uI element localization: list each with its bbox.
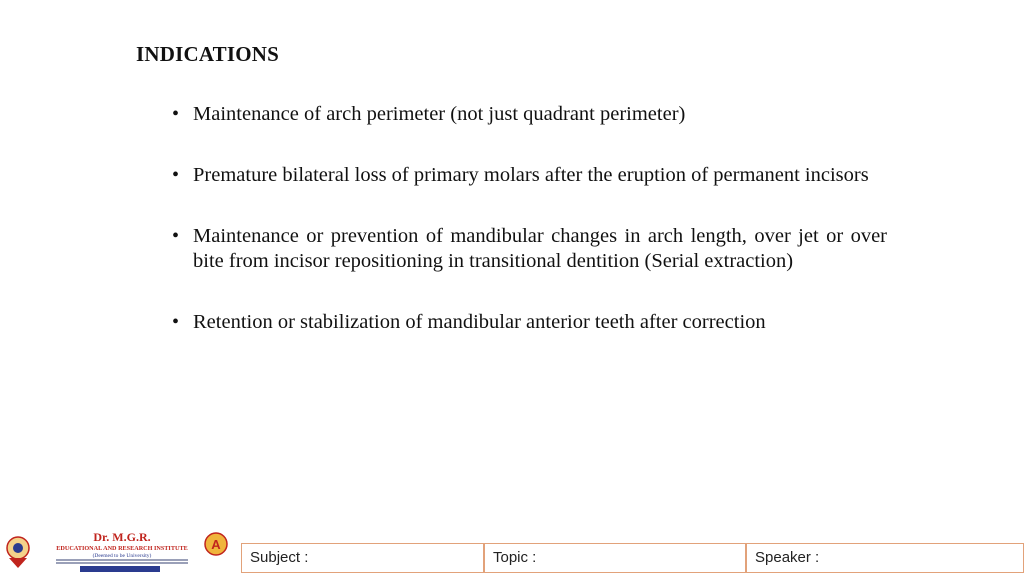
bullet-item: • Retention or stabilization of mandibular anterior teeth after correction xyxy=(172,310,887,335)
emblem-icon xyxy=(7,537,29,568)
slide-title: INDICATIONS xyxy=(136,42,280,66)
grade-badge-icon xyxy=(205,533,227,555)
speaker-field: Speaker : xyxy=(746,543,1024,573)
svg-text:(Deemed to be University): (Deemed to be University) xyxy=(92,553,152,559)
bullet-item: • Maintenance or prevention of mandibular changes in arch length, over jet or over bite from incisor repositioning in transitional dentition (Serial extraction) xyxy=(172,224,887,274)
slide-footer xyxy=(0,526,1024,575)
bullet-item: • Premature bilateral loss of primary molars after the eruption of permanent incisors xyxy=(172,163,887,188)
svg-text:EDUCATIONAL AND RESEARCH INSTI: EDUCATIONAL AND RESEARCH INSTITUTE xyxy=(56,545,188,552)
bullet-list xyxy=(172,102,887,371)
topic-field: Topic : xyxy=(484,543,746,573)
subject-field: Subject : xyxy=(241,543,484,573)
svg-text:A: A xyxy=(211,537,221,552)
bullet-item: • Maintenance of arch perimeter (not just quadrant perimeter) xyxy=(172,102,887,127)
svg-text:Dr. M.G.R.: Dr. M.G.R. xyxy=(93,530,151,544)
institute-logo xyxy=(4,528,232,574)
